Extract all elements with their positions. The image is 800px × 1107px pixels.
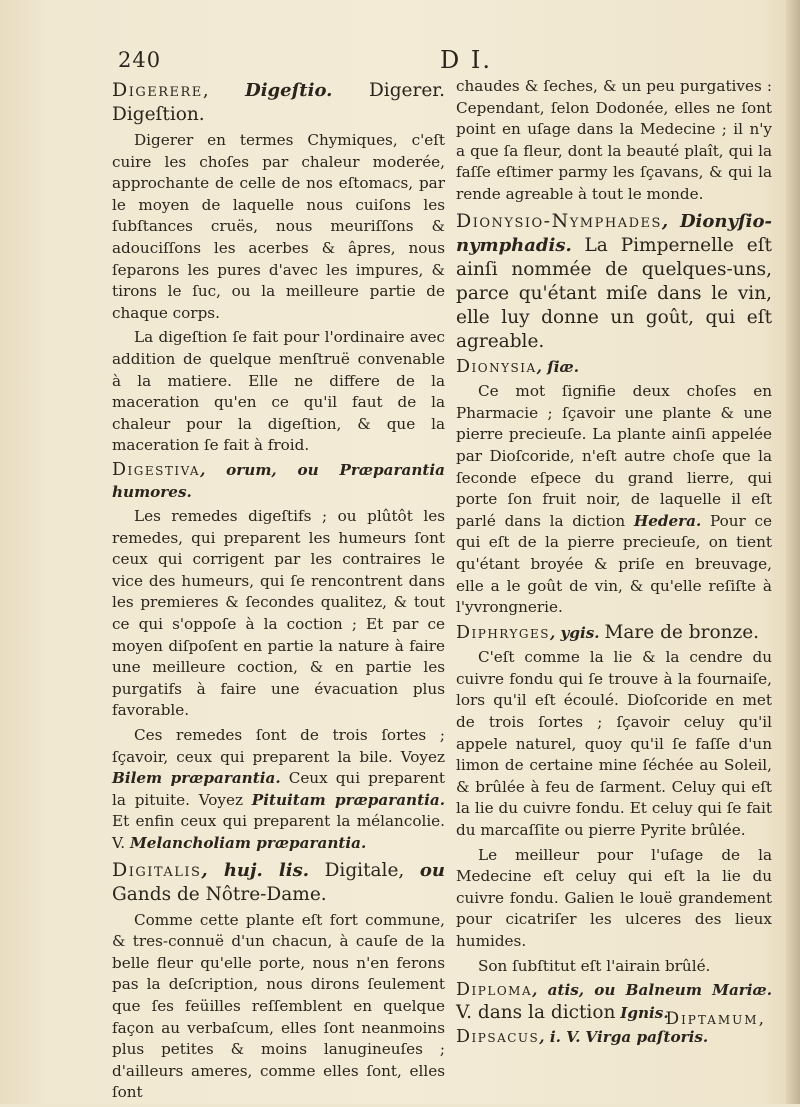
left-column bbox=[112, 76, 445, 1107]
headword-connector: ou bbox=[419, 859, 445, 881]
cross-reference: Hedera. bbox=[633, 511, 702, 530]
entry-heading-dionysia bbox=[456, 357, 772, 379]
paragraph: Le meilleur pour l'uſage de la Medecine eſt celuy qui eſt la lie du cuivre fondu. Galien le louë grandement pour cicatriſer les ulceres des lieux humides. bbox=[456, 845, 772, 950]
headword-french: Digerer. Digeſtion. bbox=[112, 80, 445, 125]
headword: Diphryges bbox=[456, 622, 550, 643]
entry-heading-digerere: Digerere, Digeſtio. Digerer. Digeſtion. bbox=[112, 79, 445, 125]
page-header bbox=[0, 48, 800, 78]
headword-latin: , orum, ou Præparantia humores. bbox=[112, 460, 445, 501]
headword-latin: , ſiæ. bbox=[536, 357, 579, 376]
cross-reference: Virga paſtoris. bbox=[585, 1028, 709, 1047]
running-head: D I. bbox=[440, 46, 492, 74]
right-column bbox=[456, 76, 772, 1052]
cross-reference: Pituitam præparantia. bbox=[251, 790, 445, 809]
headword: Digerere bbox=[112, 79, 203, 101]
entry-heading-diphryges bbox=[456, 622, 772, 645]
text-run: Ce mot ſignifie deux choſes en Pharmacie ; ſçavoir une plante & une pierre precieuſe. La plante ainſi appelée par Dioſcoride, n'eſt autre choſe que la ſeconde eſpece du grand lierre, qui porte ſon fruit noir, de laquelle il eſt parlé dans la diction bbox=[456, 382, 772, 530]
headword-latin: , Dionyſio-nymphadis. bbox=[456, 210, 772, 256]
headword: Diploma bbox=[456, 980, 533, 1001]
paragraph: La digeſtion ſe fait pour l'ordinaire avec addition de quelque menſtruë convenable à la matiere. Elle ne differe de la maceration qu'en ce qu'il faut de la chaleur pour la digeſtion, & que la maceration ſe fait à froid. bbox=[112, 328, 445, 455]
headword-latin: , i. V. bbox=[539, 1028, 581, 1047]
entry-heading-dionysio-nymphades bbox=[456, 209, 772, 354]
paragraph: Les remedes digeſtifs ; ou plûtôt les remedes, qui preparent les humeurs ſont ceux qui corrigent par les contraires le vice des humeurs, qui ſe rencontrent dans les premieres & ſecondes qualitez, & tout ce qui s'oppoſe à la coction ; Et par ce moyen diſpoſent en partie la nature à faire une meilleure coction, & en partie les purgatifs à faire une évacuation plus favorable. bbox=[112, 507, 445, 720]
cross-reference: Bilem præparantia. bbox=[112, 769, 281, 788]
cross-reference: Melancholiam præparantia. bbox=[129, 834, 367, 852]
entry-heading-digitalis bbox=[112, 858, 445, 907]
entry-heading-dipsacus bbox=[456, 1027, 772, 1049]
headword-french-alt: Gands de Nôtre-Dame. bbox=[112, 883, 327, 905]
page-number: 240 bbox=[118, 48, 162, 72]
paragraph: Comme cette plante eſt fort commune, & tres-connuë d'un chacun, à cauſe de la belle fleur qu'elle porte, nous n'en ferons pas la deſcription, nous dirons ſeulement que ſes feüilles reſſemblent en quelque façon au verbaſcum, elles ſont neanmoins plus petites & moins lanugineuſes ; d'ailleurs ameres, comme elles ſont, elles ſont bbox=[112, 910, 445, 1102]
headword-latin: , huj. lis. bbox=[201, 859, 309, 881]
entry-heading-digestiva bbox=[112, 460, 445, 503]
headword: Dionysia bbox=[456, 356, 537, 377]
headword-french: La Pimpernelle eſt ainſi nommée de quelques-uns, parce qu'étant miſe dans le vin, elle luy donne un goût, qui eſt agreable. bbox=[456, 234, 772, 352]
catchword: Diptamum, bbox=[665, 1009, 766, 1029]
page-edge-shadow bbox=[786, 0, 800, 1104]
paragraph bbox=[112, 725, 445, 855]
headword-reference: V. dans la diction bbox=[456, 1001, 616, 1023]
paragraph bbox=[456, 381, 772, 619]
text-run: Ceux qui preparent la pituite. Voyez bbox=[112, 769, 445, 809]
paragraph: C'eſt comme la lie & la cendre du cuivre fondu qui ſe trouve à la fournaiſe, lors qu'il eſt écoulé. Dioſcoride en met de trois ſortes ; ſçavoir celuy qu'il appele naturel, quoy qu'il ſe faſſe d'un limon de certaine mine ſéchée au Soleil, & brûlée à feu de ſarment. Celuy qui eſt la lie du cuivre fondu. Et celuy qui ſe fait du marcaſſite ou pierre Pyrite brûlée. bbox=[456, 648, 772, 840]
headword: Digitalis bbox=[112, 858, 202, 881]
text-run: Pour ce qui eſt de la pierre precieuſe, on tient qu'étant broyée & priſe en breuvage, elle a le goût de vin, & qu'elle reſiſte à l'yvrongnerie. bbox=[456, 511, 773, 617]
paragraph: Son ſubſtitut eſt l'airain brûlé. bbox=[478, 956, 711, 975]
text-run: Ces remedes ſont de trois ſortes ; ſçavoir, ceux qui preparent la bile. Voyez bbox=[112, 726, 445, 766]
paragraph: Digerer en termes Chymiques, c'eſt cuire les choſes par chaleur moderée, approchante de celle de nos eſtomacs, par le moyen de laquelle nous cuiſons les ſubſtances cruës, nous meuriſſons & adouciſſons les acerbes & âpres, nous ſeparons les pures d'avec les impures, & tirons le ſuc, ou la meilleure partie de chaque corps. bbox=[112, 131, 445, 322]
headword-french: Mare de bronze. bbox=[604, 621, 760, 643]
cross-reference: Ignis. bbox=[620, 1003, 669, 1022]
headword-latin: Digeſtio. bbox=[245, 80, 333, 101]
headword-latin: , ygis. bbox=[549, 623, 600, 642]
headword: Dionysio-Nymphades bbox=[456, 209, 662, 232]
headword-latin: , atis, ou Balneum Mariæ. bbox=[532, 981, 772, 1000]
headword: Dipsacus bbox=[456, 1027, 540, 1048]
headword: Digestiva bbox=[112, 459, 201, 480]
text-run: Et enfin ceux qui preparent la mélancolie. V. bbox=[112, 812, 445, 852]
paragraph-continued: chaudes & ſeches, & un peu purgatives : Cependant, ſelon Dodonée, elles ne ſont point en uſage dans la Medecine ; il n'y a que ſa fleur, dont la beauté plaît, qui la faſſe eſtimer parmy les ſçavans, & qui la rende agreable à tout le monde. bbox=[456, 77, 772, 203]
headword-french: Digitale, bbox=[324, 859, 405, 881]
